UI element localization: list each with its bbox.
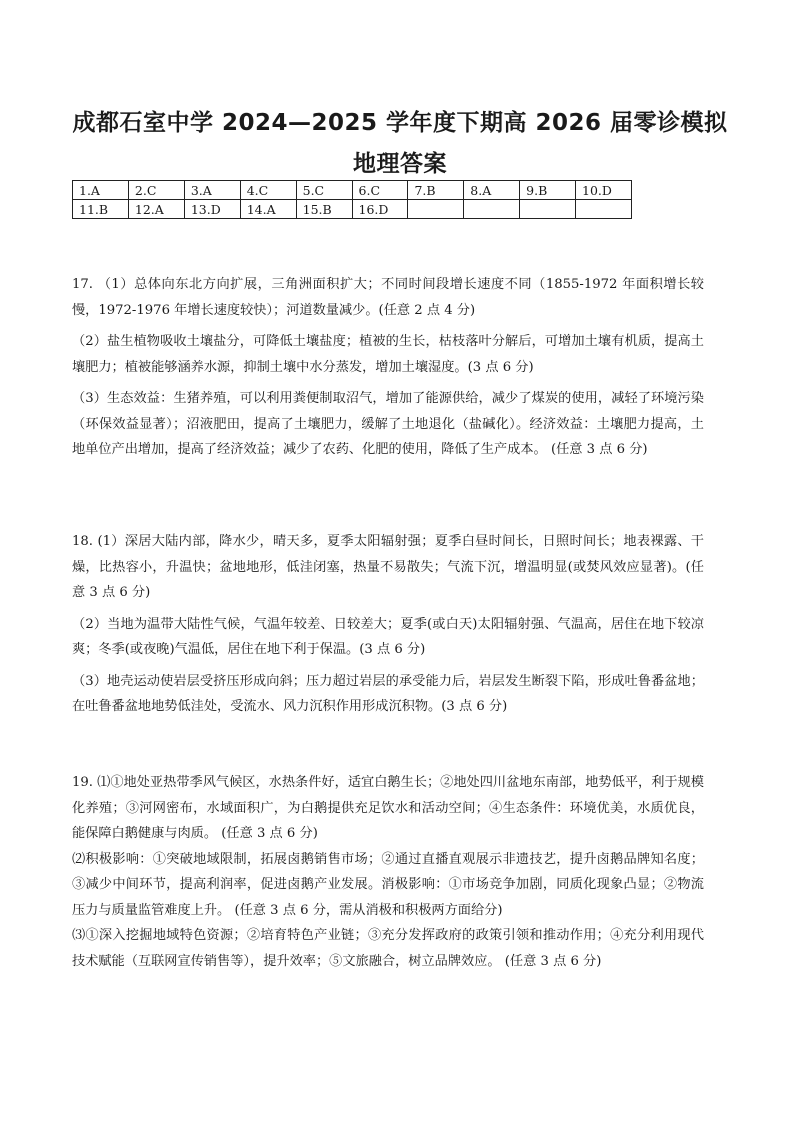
answer-cell: 5.C <box>296 181 352 200</box>
answer-cell: 7.B <box>408 181 464 200</box>
answer-cell: 4.C <box>240 181 296 200</box>
q17-part-1: 17. （1）总体向东北方向扩展，三角洲面积扩大；不同时间段增长速度不同（1855-1972 年面积增长较慢，1972-1976 年增长速度较快）；河道数量减少。(任意 2 点 4 分) <box>72 277 704 318</box>
answer-cell: 11.B <box>73 200 129 219</box>
answer-cell: 6.C <box>352 181 408 200</box>
question-17-answer <box>72 272 704 463</box>
q17-part-3: （3）生态效益：生猪养殖，可以利用粪便制取沼气，增加了能源供给，减少了煤炭的使用，减轻了环境污染（环保效益显著）；沼液肥田，提高了土壤肥力，缓解了土地退化（盐碱化）。经济效益：土壤肥力提高，土地单位产出增加，提高了经济效益；减少了农药、化肥的使用，降低了生产成本。 (任意 3 点 6 分) <box>72 391 704 457</box>
q19-part-1: 19. ⑴①地处亚热带季风气候区，水热条件好，适宜白鹅生长；②地处四川盆地东南部，地势低平，利于规模化养殖；③河网密布，水域面积广，为白鹅提供充足饮水和活动空间；④生态条件：环境优美，水质优良，能保障白鹅健康与肉质。 (任意 3 点 6 分) <box>72 775 704 841</box>
q19-part-3: ⑶①深入挖掘地域特色资源；②培育特色产业链；③充分发挥政府的政策引领和推动作用；④充分利用现代技术赋能（互联网宣传销售等），提升效率；⑤文旅融合，树立品牌效应。 (任意 3 点 6 分) <box>72 928 704 969</box>
q18-part-2: （2）当地为温带大陆性气候，气温年较差、日较差大；夏季(或白天)太阳辐射强、气温高，居住在地下较凉爽；冬季(或夜晚)气温低，居住在地下利于保温。(3 点 6 分) <box>72 616 704 657</box>
answer-cell: 16.D <box>352 200 408 219</box>
q19-part-2: ⑵积极影响：①突破地域限制，拓展卤鹅销售市场；②通过直播直观展示非遗技艺，提升卤鹅品牌知名度；③减少中间环节，提高利润率，促进卤鹅产业发展。消极影响：①市场竞争加剧，同质化现象凸显；②物流压力与质量监管难度上升。 (任意 3 点 6 分，需从消极和积极两方面给分) <box>72 851 704 918</box>
answer-cell: 2.C <box>128 181 184 200</box>
answer-cell: 15.B <box>296 200 352 219</box>
answer-cell <box>464 200 520 219</box>
q17-part-2: （2）盐生植物吸收土壤盐分，可降低土壤盐度；植被的生长，枯枝落叶分解后，可增加土壤有机质，提高土壤肥力；植被能够涵养水源，抑制土壤中水分蒸发，增加土壤湿度。(3 点 6 分) <box>72 334 704 375</box>
answer-cell: 8.A <box>464 181 520 200</box>
answer-cell: 14.A <box>240 200 296 219</box>
question-19-answer <box>72 770 704 974</box>
answer-cell: 9.B <box>520 181 576 200</box>
multiple-choice-answer-table <box>72 180 632 219</box>
answer-cell: 12.A <box>128 200 184 219</box>
document-subtitle: 地理答案 <box>353 151 447 177</box>
table-row <box>73 181 632 200</box>
answer-cell <box>520 200 576 219</box>
table-row <box>73 200 632 219</box>
answer-cell <box>576 200 632 219</box>
answer-cell: 3.A <box>184 181 240 200</box>
answer-cell <box>408 200 464 219</box>
answer-cell: 10.D <box>576 181 632 200</box>
q18-part-1: 18. (1）深居大陆内部，降水少，晴天多，夏季太阳辐射强；夏季白昼时间长，日照时间长；地表裸露、干燥，比热容小，升温快；盆地地形，低洼闭塞，热量不易散失；气流下沉，增温明显(或焚风效应显著)。(任意 3 点 6 分) <box>72 534 704 600</box>
answer-cell: 13.D <box>184 200 240 219</box>
answer-cell: 1.A <box>73 181 129 200</box>
document-title: 成都石室中学 2024—2025 学年度下期高 2026 届零诊模拟 <box>72 110 728 136</box>
q18-part-3: （3）地壳运动使岩层受挤压形成向斜；压力超过岩层的承受能力后，岩层发生断裂下陷，形成吐鲁番盆地；在吐鲁番盆地地势低洼处，受流水、风力沉积作用形成沉积物。(3 点 6 分) <box>72 673 704 714</box>
question-18-answer <box>72 529 704 720</box>
